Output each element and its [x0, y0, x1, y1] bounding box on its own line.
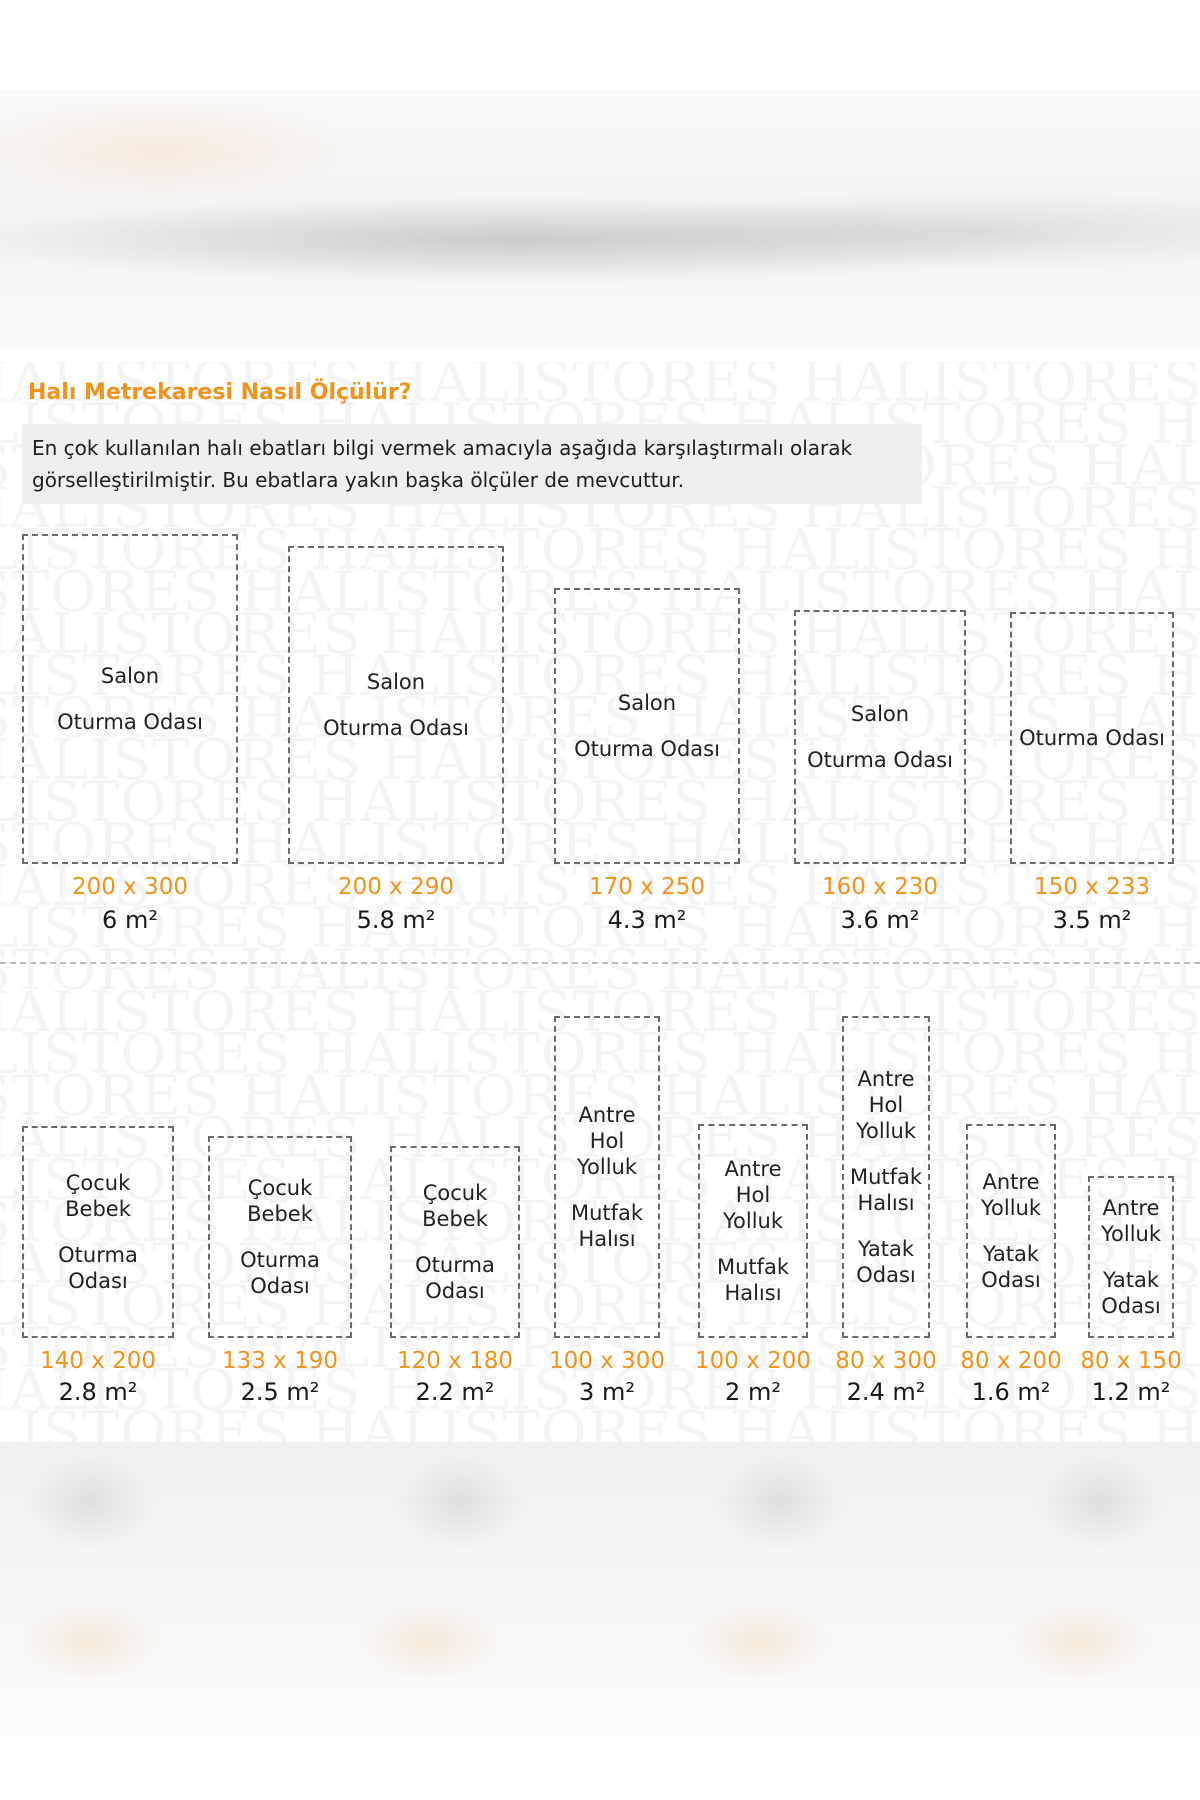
- description-line-1: En çok kullanılan halı ebatları bilgi vermek amacıyla aşağıda karşılaştırmalı olarak: [32, 436, 853, 460]
- rug-dimensions: 100 x 300: [548, 1348, 666, 1374]
- rug-area: 3 m²: [579, 1378, 635, 1406]
- small-rug-7: [966, 1124, 1056, 1338]
- rug-area: 2.4 m²: [846, 1378, 926, 1406]
- large-rug-1: [22, 534, 238, 864]
- rug-dimensions: 170 x 250: [588, 874, 706, 900]
- rug-dimensions: 200 x 290: [337, 874, 455, 900]
- rug-area: 1.6 m²: [971, 1378, 1051, 1406]
- rug-dimensions: 80 x 200: [960, 1348, 1062, 1374]
- rug-usage-label: Çocuk Bebek: [422, 1181, 488, 1231]
- rug-dimensions: 150 x 233: [1033, 874, 1151, 900]
- rug-usage-label: Antre Hol Yolluk: [855, 1067, 917, 1143]
- rug-usage-label: Oturma Odası: [807, 748, 953, 772]
- rug-usage-label: Antre Hol Yolluk: [722, 1157, 784, 1233]
- watermark-line: [0, 1412, 1200, 1442]
- rug-usage-label: Yatak Odası: [856, 1237, 916, 1287]
- rug-usage-label: Yatak Odası: [1101, 1268, 1161, 1318]
- small-rug-3: [390, 1146, 520, 1338]
- rug-dimensions: 160 x 230: [821, 874, 939, 900]
- row-divider: [0, 962, 1200, 964]
- rug-area: 5.8 m²: [356, 906, 436, 934]
- small-rug-6: [842, 1016, 930, 1338]
- small-rug-2: [208, 1136, 352, 1338]
- rug-dimensions: 80 x 150: [1080, 1348, 1182, 1374]
- large-rug-2: [288, 546, 504, 864]
- rug-dimensions: 140 x 200: [39, 1348, 157, 1374]
- rug-area: 3.5 m²: [1052, 906, 1132, 934]
- rug-usage-label: Oturma Odası: [57, 710, 203, 734]
- rug-usage-label: Oturma Odası: [240, 1248, 320, 1298]
- rug-usage-label: Salon: [100, 664, 160, 688]
- blurred-header-area: [0, 90, 1200, 350]
- blurred-footer-area: [0, 1442, 1200, 1742]
- rug-usage-label: Mutfak Halısı: [716, 1255, 790, 1305]
- rug-area: 1.2 m²: [1091, 1378, 1171, 1406]
- guide-title: Halı Metrekaresi Nasıl Ölçülür?: [28, 380, 412, 405]
- rug-usage-label: Antre Yolluk: [980, 1170, 1042, 1220]
- rug-usage-label: Çocuk Bebek: [65, 1171, 131, 1221]
- rug-usage-label: Oturma Odası: [415, 1253, 495, 1303]
- rug-usage-label: Yatak Odası: [981, 1242, 1041, 1292]
- small-rug-1: [22, 1126, 174, 1338]
- rug-area: 2 m²: [725, 1378, 781, 1406]
- small-rug-5: [698, 1124, 808, 1338]
- rug-dimensions: 200 x 300: [71, 874, 189, 900]
- rug-usage-label: Antre Yolluk: [1100, 1196, 1162, 1246]
- small-rug-8: [1088, 1176, 1174, 1338]
- rug-area: 2.2 m²: [415, 1378, 495, 1406]
- rug-usage-label: Mutfak Halısı: [570, 1201, 644, 1251]
- guide-description: [22, 424, 922, 504]
- rug-area: 2.5 m²: [240, 1378, 320, 1406]
- small-rug-4: [554, 1016, 660, 1338]
- rug-usage-label: Salon: [850, 702, 910, 726]
- rug-dimensions: 80 x 300: [835, 1348, 937, 1374]
- rug-dimensions: 100 x 200: [694, 1348, 812, 1374]
- large-rug-3: [554, 588, 740, 864]
- rug-usage-label: Salon: [617, 691, 677, 715]
- rug-usage-label: Çocuk Bebek: [247, 1176, 313, 1226]
- rug-dimensions: 133 x 190: [221, 1348, 339, 1374]
- description-line-2: görselleştirilmiştir. Bu ebatlara yakın başka ölçüler de mevcuttur.: [32, 468, 685, 492]
- large-rug-5: [1010, 612, 1174, 864]
- rug-usage-label: Antre Hol Yolluk: [576, 1103, 638, 1179]
- watermark-line: [0, 950, 1200, 992]
- rug-usage-label: Oturma Odası: [574, 737, 720, 761]
- rug-usage-label: Oturma Odası: [1019, 726, 1165, 750]
- large-rug-4: [794, 610, 966, 864]
- rug-dimensions: 120 x 180: [396, 1348, 514, 1374]
- rug-area: 3.6 m²: [840, 906, 920, 934]
- rug-size-guide: [0, 362, 1200, 1442]
- rug-usage-label: Oturma Odası: [58, 1243, 138, 1293]
- rug-area: 2.8 m²: [58, 1378, 138, 1406]
- rug-usage-label: Mutfak Halısı: [849, 1165, 923, 1215]
- rug-area: 6 m²: [102, 906, 158, 934]
- rug-usage-label: Oturma Odası: [323, 716, 469, 740]
- rug-usage-label: Salon: [366, 670, 426, 694]
- rug-area: 4.3 m²: [607, 906, 687, 934]
